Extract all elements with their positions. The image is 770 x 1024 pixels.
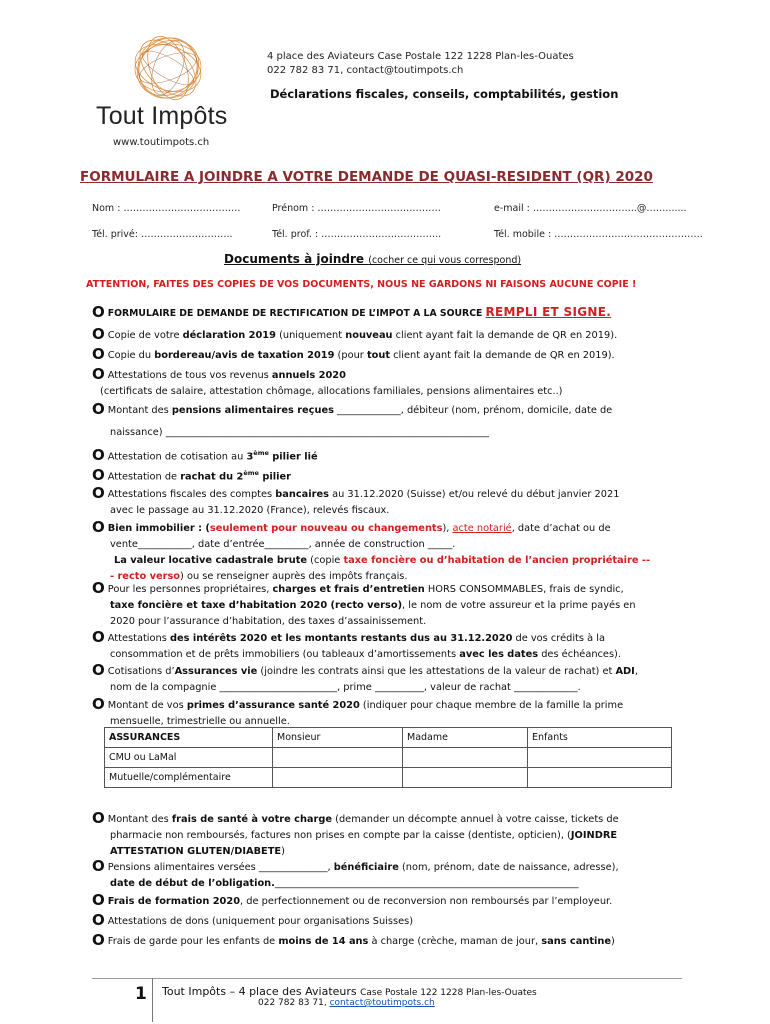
- logo-swirl-icon: [88, 26, 248, 106]
- footer-contact: 022 782 83 71, contact@toutimpots.ch: [258, 998, 435, 1008]
- checklist-item-declaration: O Copie de votre déclaration 2019 (uniquement nouveau client ayant fait la demande de QR en 2019).: [92, 325, 618, 343]
- logo: [88, 26, 248, 130]
- documents-heading-text: Documents à joindre: [224, 252, 365, 266]
- table-header: Madame: [403, 728, 528, 748]
- checklist-item-revenus: O Attestations de tous vos revenus annuels 2020 (certificats de salaire, attestation chômage, allocations familiales, pensions alimentaires etc..): [92, 365, 563, 397]
- logo-text: Tout Impôts: [96, 102, 228, 130]
- footer-vertical-divider: [152, 978, 153, 1022]
- documents-heading: [224, 252, 521, 266]
- checkbox[interactable]: O: [92, 695, 105, 713]
- checklist-item-2e-pilier: O Attestation de rachat du 2ème pilier: [92, 466, 291, 485]
- checkbox[interactable]: O: [92, 891, 105, 909]
- checklist-item-bancaires: O Attestations fiscales des comptes bancaires au 31.12.2020 (Suisse) et/ou relevé du début janvier 2021 avec le passage au 31.12.2020 (France), relevés fiscaux.: [92, 484, 620, 516]
- checklist-item-charges: O Pour les personnes propriétaires, charges et frais d’entretien HORS CONSOMMABLES, frais de syndic, taxe foncière et taxe d’habitation 2020 (recto verso), le nom de votre assureur et la prime payés en 2020 pour l’assurance d’habitation, des taxes d’assainissement.: [92, 579, 636, 627]
- footer-divider: [92, 978, 682, 979]
- checkbox[interactable]: O: [92, 365, 105, 383]
- checklist-item-assurance-sante: O Montant de vos primes d’assurance santé 2020 (indiquer pour chaque membre de la famille la prime mensuelle, trimestrielle ou annuelle.: [92, 695, 624, 727]
- table-row: Mutuelle/complémentaire: [105, 768, 672, 788]
- checkbox[interactable]: O: [92, 303, 105, 321]
- checklist-item-immobilier: O Bien immobilier : (seulement pour nouveau ou changements), acte notarié, date d’achat ou de vente___________, date d’entrée_________, année de construction _____. La valeur locative cadastrale brute (copie taxe foncière ou d’habitation de l’ancien propriétaire -- - recto verso) ou se renseigner auprès des impôts français.: [92, 518, 651, 582]
- checklist-item-interets: O Attestations des intérêts 2020 et les montants restants dus au 31.12.2020 de vos crédits à la consommation et de prêts immobiliers (ou tableaux d’amortissements avec les dates des échéances).: [92, 628, 621, 660]
- table-header: Monsieur: [273, 728, 403, 748]
- checklist-item-garde: O Frais de garde pour les enfants de moins de 14 ans à charge (crèche, maman de jour, sans cantine): [92, 931, 615, 949]
- checkbox[interactable]: O: [92, 857, 105, 875]
- checkbox[interactable]: O: [92, 325, 105, 343]
- checklist-item-pensions-versees: O Pensions alimentaires versées ______________, bénéficiaire (nom, prénom, date de naissance, adresse), date de début de l’obligation.______________________________________________________________: [92, 857, 619, 889]
- checkbox[interactable]: O: [92, 931, 105, 949]
- address-line-1: 4 place des Aviateurs Case Postale 122 1228 Plan-les-Ouates: [267, 51, 574, 62]
- documents-heading-note: (cocher ce qui vous correspond): [368, 255, 522, 266]
- table-header: Enfants: [528, 728, 672, 748]
- header-tagline: Déclarations fiscales, conseils, comptabilités, gestion: [270, 87, 619, 101]
- checklist-item-pensions-recues: O Montant des pensions alimentaires reçues _____________, débiteur (nom, prénom, domicile, date de naissance) __________________________________________________________________: [92, 400, 613, 438]
- checklist-item-frais-sante: O Montant des frais de santé à votre charge (demander un décompte annuel à votre caisse, tickets de pharmacie non remboursés, factures non prises en compte par la caisse (dentiste, opticien), (JOINDRE ATTESTATION GLUTEN/DIABETE): [92, 809, 619, 857]
- field-prenom[interactable]: Prénom : …………………………………: [272, 203, 441, 214]
- insurance-table: [104, 727, 672, 788]
- checkbox[interactable]: O: [92, 809, 105, 827]
- checkbox[interactable]: O: [92, 628, 105, 646]
- checkbox[interactable]: O: [92, 345, 105, 363]
- checklist-item-formation: O Frais de formation 2020, de perfectionnement ou de reconversion non remboursés par l’employeur.: [92, 891, 613, 909]
- checklist-item-bordereau: O Copie du bordereau/avis de taxation 2019 (pour tout client ayant fait la demande de QR en 2019).: [92, 345, 615, 363]
- checkbox[interactable]: O: [92, 484, 105, 502]
- page-number: 1: [135, 984, 147, 1004]
- checkbox[interactable]: O: [92, 400, 105, 418]
- checklist-item-dons: O Attestations de dons (uniquement pour organisations Suisses): [92, 911, 414, 929]
- field-nom[interactable]: Nom : ……………………………….: [92, 203, 241, 214]
- field-tel-mobile[interactable]: Tél. mobile : ………………………………………..: [494, 229, 703, 240]
- checklist-item-rectification: OFORMULAIRE DE DEMANDE DE RECTIFICATION DE L’IMPOT A LA SOURCE REMPLI ET SIGNE.: [92, 303, 612, 321]
- checkbox[interactable]: O: [92, 446, 105, 465]
- checkbox[interactable]: O: [92, 661, 105, 679]
- page-title: FORMULAIRE A JOINDRE A VOTRE DEMANDE DE QUASI-RESIDENT (QR) 2020: [80, 169, 653, 185]
- address-line-2: 022 782 83 71, contact@toutimpots.ch: [267, 65, 464, 76]
- checkbox[interactable]: O: [92, 466, 105, 485]
- field-email[interactable]: e-mail : ………………….………..@…….......: [494, 203, 687, 214]
- table-row: CMU ou LaMal: [105, 748, 672, 768]
- checkbox[interactable]: O: [92, 579, 105, 597]
- field-tel-prive[interactable]: Tél. privé: ………………………..: [92, 229, 233, 240]
- field-tel-prof[interactable]: Tél. prof. : ………………………………..: [272, 229, 442, 240]
- footer-email-link[interactable]: contact@toutimpots.ch: [329, 998, 435, 1008]
- checklist-item-assurances-vie: O Cotisations d’Assurances vie (joindre les contrats ainsi que les attestations de la valeur de rachat) et ADI, nom de la compagnie ________________________, prime __________, valeur de rachat _____________.: [92, 661, 638, 693]
- checkbox[interactable]: O: [92, 911, 105, 929]
- attention-notice: ATTENTION, FAITES DES COPIES DE VOS DOCUMENTS, NOUS NE GARDONS NI FAISONS AUCUNE COPIE !: [86, 279, 637, 290]
- header-address: [267, 50, 574, 78]
- checklist-item-3e-pilier: O Attestation de cotisation au 3ème pilier lié: [92, 446, 318, 465]
- header-website: www.toutimpots.ch: [113, 137, 210, 148]
- table-header: ASSURANCES: [105, 728, 273, 748]
- checkbox[interactable]: O: [92, 518, 105, 536]
- footer-address: Tout Impôts – 4 place des Aviateurs Case Postale 122 1228 Plan-les-Ouates: [162, 985, 537, 998]
